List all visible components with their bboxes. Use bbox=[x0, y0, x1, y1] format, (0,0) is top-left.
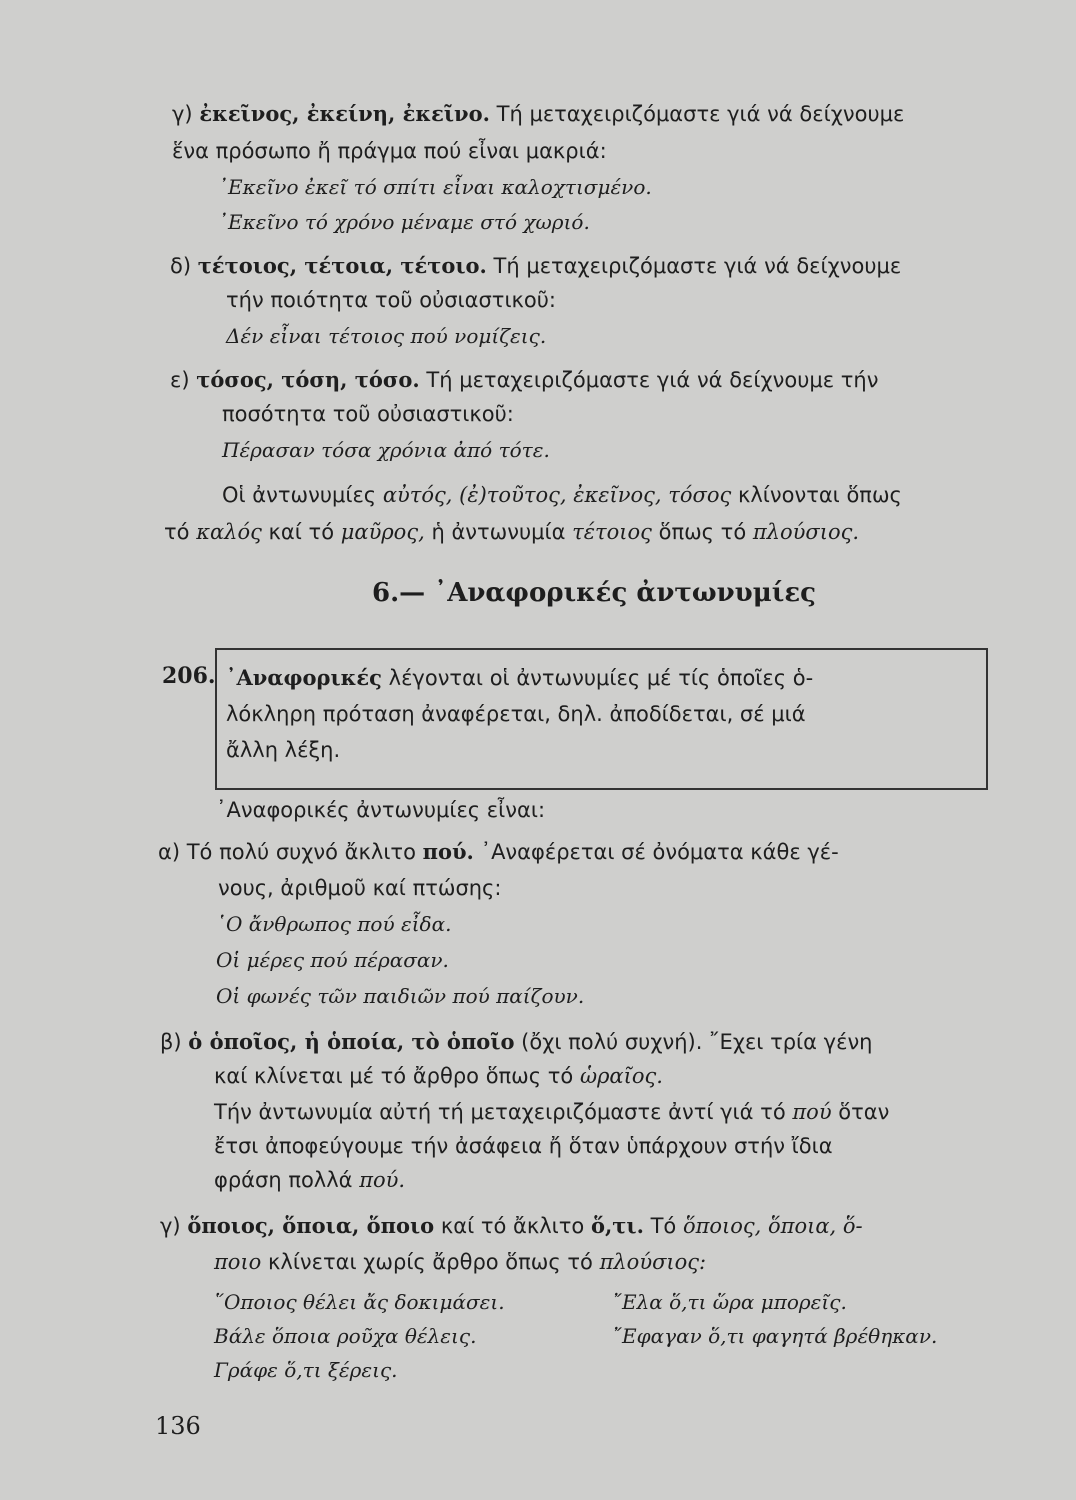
item-text bbox=[214, 1098, 889, 1126]
item-marker: α) bbox=[158, 840, 181, 864]
item-text: Τή μεταχειριζόμαστε γιά νά δείχνουμε bbox=[493, 254, 902, 278]
text-run: ὅπως τό bbox=[658, 520, 747, 544]
text-run: αὐτός, (ἐ)τοῦτος, ἐκεῖνος, τόσος bbox=[382, 483, 732, 507]
text-run: ὡραῖος. bbox=[579, 1064, 663, 1088]
list-intro: ᾿Αναφορικές ἀντωνυμίες εἶναι: bbox=[216, 798, 546, 822]
rule-line2: λόκληρη πρόταση ἀναφέρεται, δηλ. ἀποδίδεται, σέ μιά bbox=[226, 702, 806, 726]
pronoun-term: τόσος, τόση, τόσο. bbox=[196, 367, 420, 392]
item-tosos bbox=[170, 366, 878, 394]
text-run: μαῦρος, bbox=[340, 520, 425, 544]
text-run: τό bbox=[164, 520, 190, 544]
text-run: καί τό ἄκλιτο bbox=[440, 1214, 585, 1238]
item-marker: γ) bbox=[160, 1214, 181, 1238]
item-marker: ε) bbox=[170, 368, 190, 392]
pronoun-term: πού. bbox=[422, 839, 474, 864]
item-opoios-akl bbox=[160, 1212, 863, 1240]
text-run: Τό πολύ συχνό ἄκλιτο bbox=[186, 840, 416, 864]
text-run: κλίνονται ὅπως bbox=[737, 483, 902, 507]
item-text: ποσότητα τοῦ οὐσιαστικοῦ: bbox=[222, 402, 514, 426]
pronoun-term: ὅ,τι. bbox=[590, 1213, 644, 1238]
item-text bbox=[214, 1166, 405, 1194]
text-run: λέγονται οἱ ἀντωνυμίες μέ τίς ὁποῖες ὁ- bbox=[388, 666, 814, 690]
pronoun-term: ὁ ὁποῖος, ἡ ὁποία, τὸ ὁποῖο bbox=[188, 1029, 515, 1054]
rule-number: 206. bbox=[162, 663, 216, 689]
text-run: Τό bbox=[650, 1214, 677, 1238]
item-text: νους, ἀριθμοῦ καί πτώσης: bbox=[218, 876, 502, 900]
text-run: φράση πολλά bbox=[214, 1168, 353, 1192]
text-run: ὅταν bbox=[838, 1100, 890, 1124]
example-sentence: Οἱ μέρες πού πέρασαν. bbox=[216, 948, 449, 972]
pronoun-term: ἐκεῖνος, ἐκείνη, ἐκεῖνο. bbox=[199, 101, 490, 126]
item-text: ἔτσι ἀποφεύγουμε τήν ἀσάφεια ἤ ὅταν ὑπάρχουν στήν ἴδια bbox=[214, 1134, 833, 1158]
item-marker: δ) bbox=[170, 254, 192, 278]
text-run: Τήν ἀντωνυμία αὐτή τή μεταχειριζόμαστε ἀντί γιά τό bbox=[214, 1100, 786, 1124]
item-ekeinos bbox=[172, 100, 904, 128]
declension-paragraph-line1 bbox=[222, 481, 902, 509]
text-run: Οἱ ἀντωνυμίες bbox=[222, 483, 377, 507]
item-text: Τή μεταχειριζόμαστε γιά νά δείχνουμε bbox=[496, 102, 905, 126]
example-sentence: Γράφε ὅ,τι ξέρεις. bbox=[214, 1358, 398, 1382]
declension-paragraph-line2 bbox=[164, 518, 859, 546]
section-heading: 6.— ᾿Αναφορικές ἀντωνυμίες bbox=[372, 578, 816, 608]
example-sentence: Δέν εἶναι τέτοιος πού νομίζεις. bbox=[226, 324, 547, 348]
page-number: 136 bbox=[155, 1412, 201, 1440]
item-marker: β) bbox=[160, 1030, 182, 1054]
example-sentence: ῾Ο ἄνθρωπος πού εἶδα. bbox=[216, 912, 452, 936]
text-run: καί κλίνεται μέ τό ἄρθρο ὅπως τό bbox=[214, 1064, 574, 1088]
example-sentence: Βάλε ὅποια ροῦχα θέλεις. bbox=[214, 1324, 477, 1348]
example-sentence: ᾿Εκεῖνο ἐκεῖ τό σπίτι εἶναι καλοχτισμένο. bbox=[218, 175, 652, 199]
text-run: ποιο bbox=[214, 1250, 262, 1274]
rule-line1 bbox=[226, 664, 813, 692]
item-tetoios bbox=[170, 252, 901, 280]
item-text bbox=[214, 1248, 706, 1276]
text-run: πού bbox=[792, 1100, 832, 1124]
pronoun-term: τέτοιος, τέτοια, τέτοιο. bbox=[197, 253, 487, 278]
text-run: πλούσιος: bbox=[599, 1250, 707, 1274]
item-opoios bbox=[160, 1028, 873, 1056]
rule-term: ᾿Αναφορικές bbox=[226, 665, 382, 690]
text-run: πού. bbox=[359, 1168, 406, 1192]
text-run: καί τό bbox=[268, 520, 335, 544]
text-run: πλούσιος. bbox=[752, 520, 860, 544]
example-sentence: ῞Οποιος θέλει ἄς δοκιμάσει. bbox=[214, 1290, 505, 1314]
item-text: Τή μεταχειριζόμαστε γιά νά δείχνουμε τήν bbox=[426, 368, 879, 392]
text-run: κλίνεται χωρίς ἄρθρο ὅπως τό bbox=[268, 1250, 593, 1274]
example-sentence: Πέρασαν τόσα χρόνια ἀπό τότε. bbox=[222, 438, 550, 462]
rule-line3: ἄλλη λέξη. bbox=[226, 738, 341, 762]
text-run: ὅποιος, ὅποια, ὅ- bbox=[682, 1214, 863, 1238]
item-text: τήν ποιότητα τοῦ οὐσιαστικοῦ: bbox=[226, 288, 557, 312]
pronoun-term: ὅποιος, ὅποια, ὅποιο bbox=[187, 1213, 435, 1238]
item-pou bbox=[158, 838, 839, 866]
text-run: (ὄχι πολύ συχνή). ῎Εχει τρία γένη bbox=[521, 1030, 873, 1054]
example-sentence: ᾿Εκεῖνο τό χρόνο μέναμε στό χωριό. bbox=[218, 210, 590, 234]
item-text bbox=[214, 1062, 663, 1090]
text-run: ᾿Αναφέρεται σέ ὀνόματα κάθε γέ- bbox=[480, 840, 839, 864]
item-text: ἕνα πρόσωπο ἤ πράγμα πού εἶναι μακριά: bbox=[172, 139, 607, 163]
text-run: ἡ ἀντωνυμία bbox=[431, 520, 566, 544]
item-marker: γ) bbox=[172, 102, 193, 126]
text-run: καλός bbox=[196, 520, 262, 544]
example-sentence: Οἱ φωνές τῶν παιδιῶν πού παίζουν. bbox=[216, 984, 585, 1008]
example-sentence: ῎Εφαγαν ὅ,τι φαγητά βρέθηκαν. bbox=[612, 1324, 938, 1348]
text-run: τέτοιος bbox=[572, 520, 652, 544]
example-sentence: ῎Ελα ὅ,τι ὥρα μπορεῖς. bbox=[612, 1290, 847, 1314]
